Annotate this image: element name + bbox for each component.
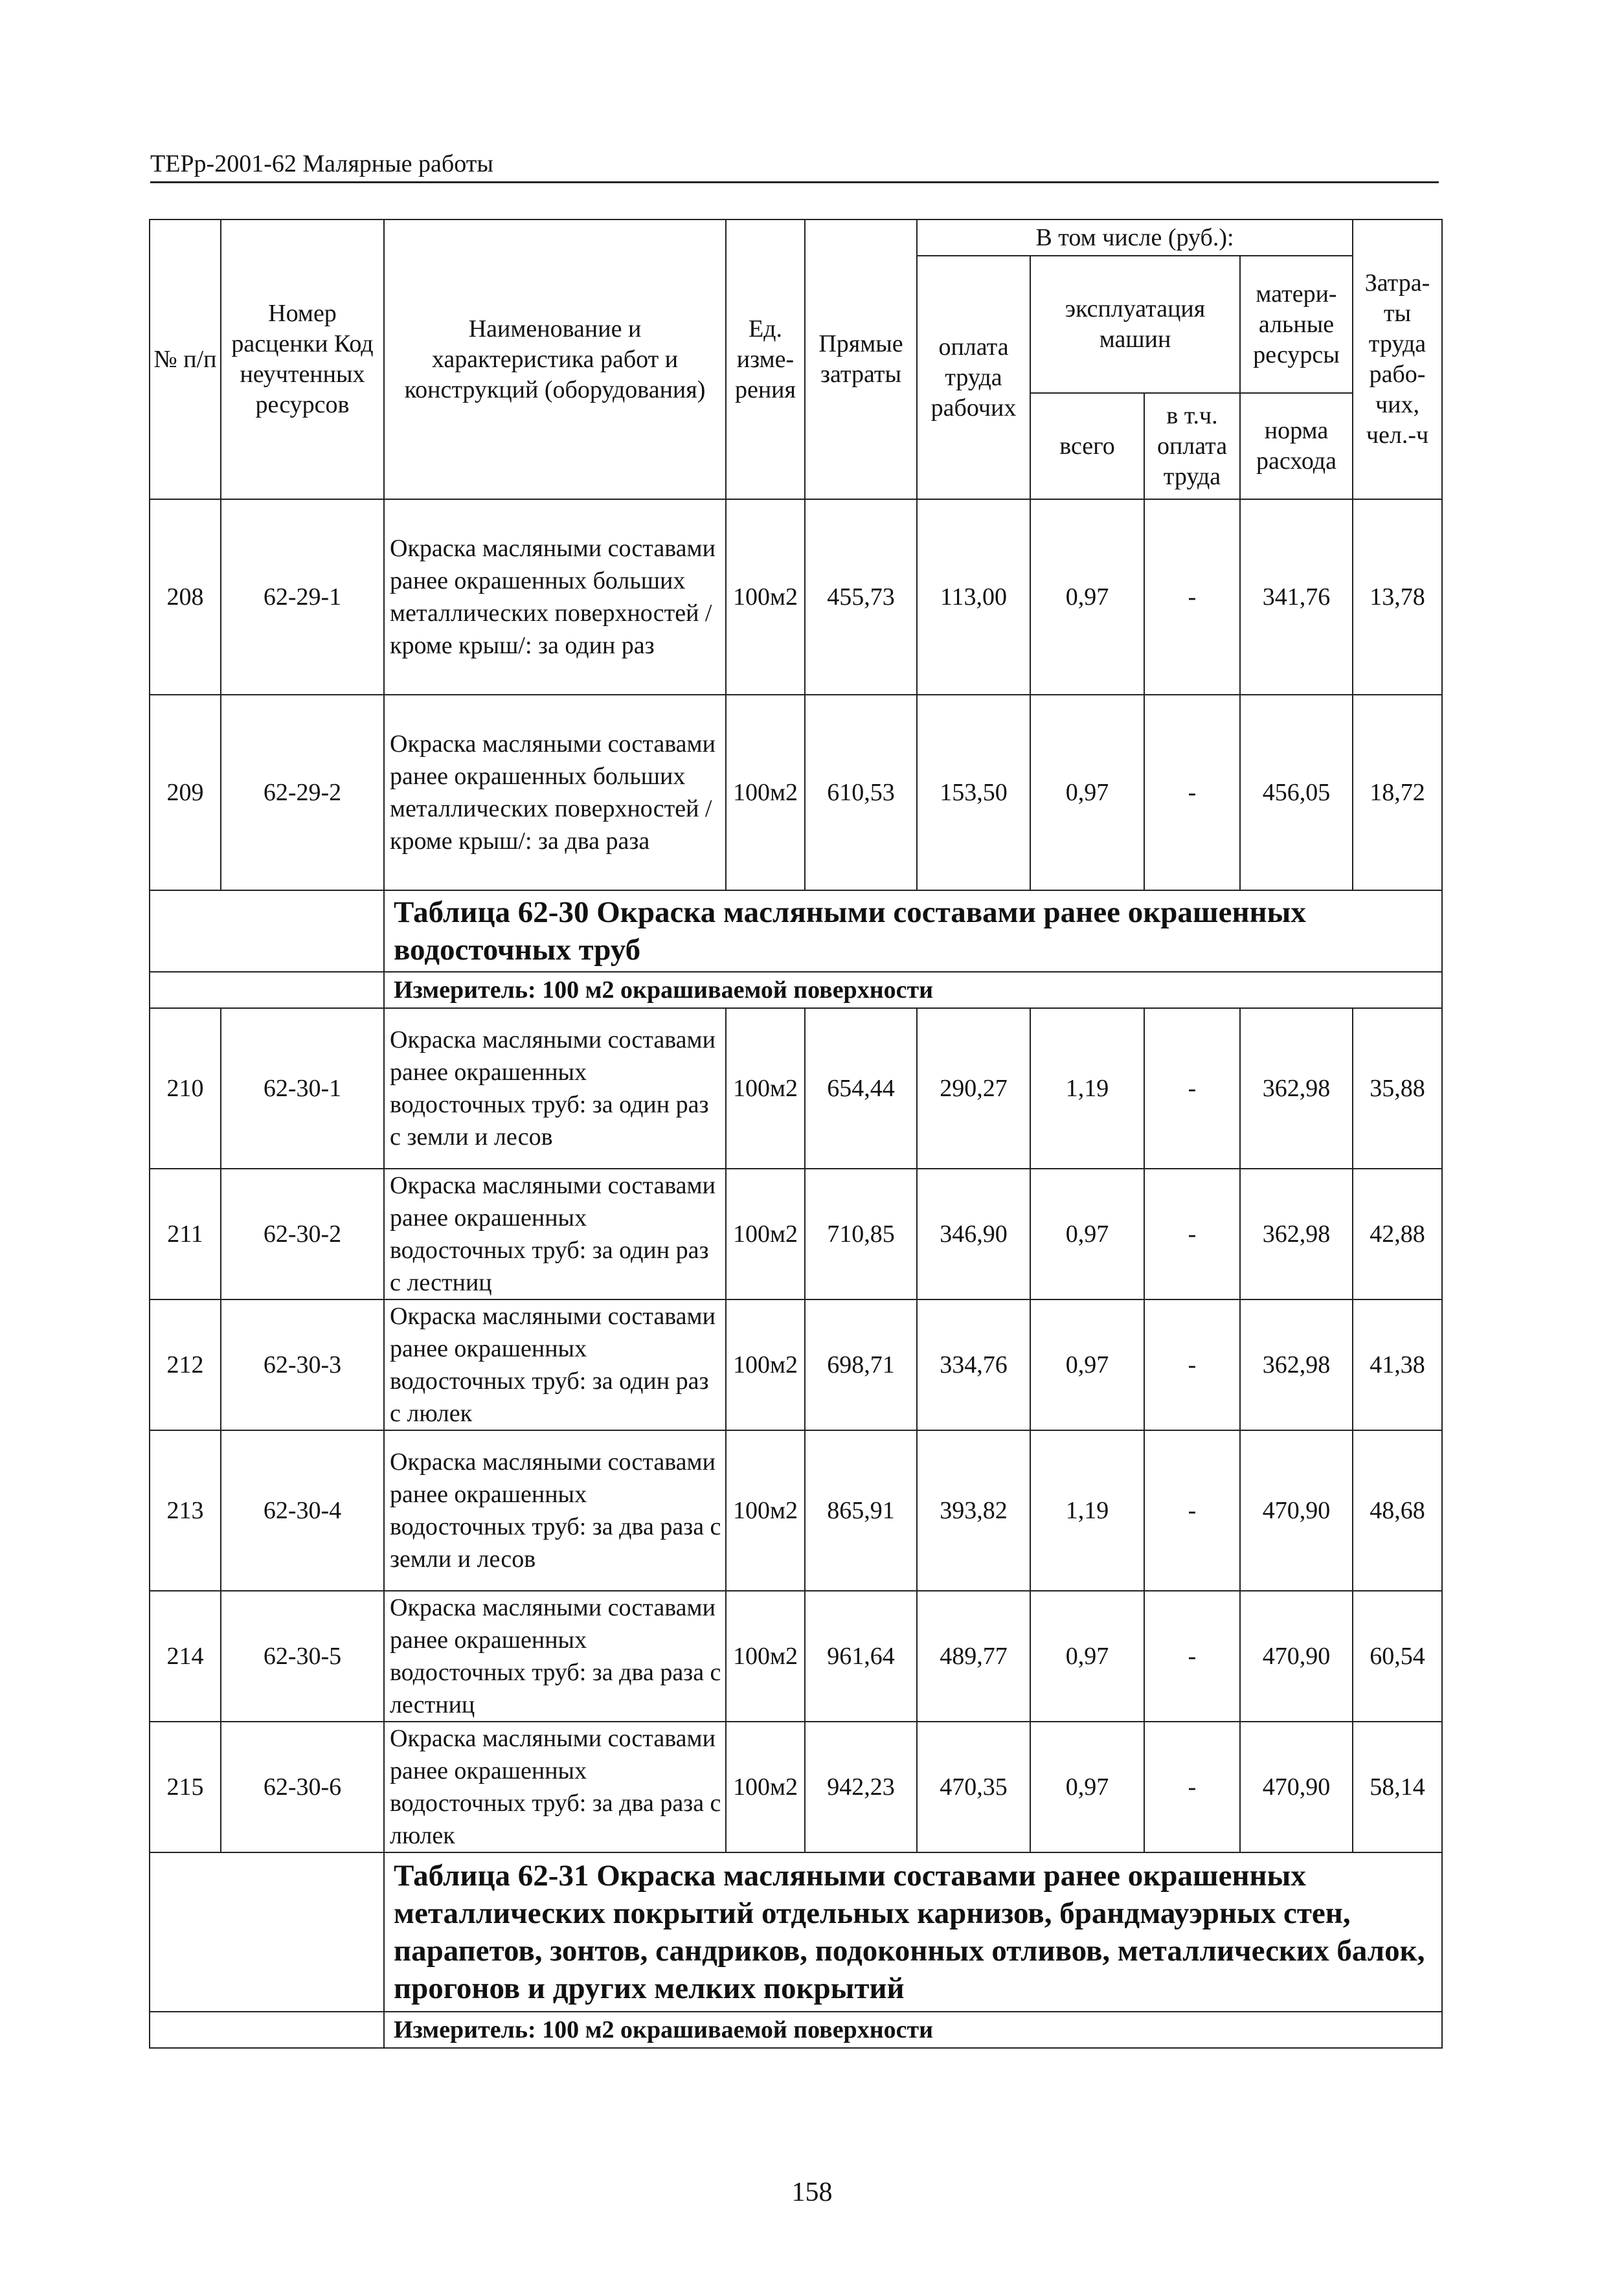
row-machines: 0,97 (1030, 1722, 1144, 1852)
page-number: 158 (791, 2177, 833, 2207)
row-machines: 0,97 (1030, 499, 1144, 695)
row-num: 212 (150, 1299, 221, 1430)
row-machines-labor: - (1144, 499, 1240, 695)
row-machines: 1,19 (1030, 1430, 1144, 1591)
row-unit: 100м2 (726, 1722, 805, 1852)
col-header-materials: матери-альные ресурсы (1240, 256, 1353, 393)
row-machines: 0,97 (1030, 1169, 1144, 1299)
section-title: Таблица 62-30 Окраска масляными составами ранее окрашенных водосточных труб (384, 890, 1442, 972)
row-labor: 346,90 (917, 1169, 1030, 1299)
col-header-machines-labor: в т.ч. оплата труда (1144, 393, 1240, 499)
row-hours: 18,72 (1353, 695, 1442, 890)
row-unit: 100м2 (726, 1008, 805, 1169)
row-code: 62-30-1 (221, 1008, 384, 1169)
row-hours: 13,78 (1353, 499, 1442, 695)
row-labor: 489,77 (917, 1591, 1030, 1722)
section-spacer (150, 2012, 384, 2048)
row-code: 62-29-1 (221, 499, 384, 695)
col-header-incl-group: В том числе (руб.): (917, 219, 1353, 256)
row-unit: 100м2 (726, 1591, 805, 1722)
row-machines-labor: - (1144, 1591, 1240, 1722)
row-unit: 100м2 (726, 499, 805, 695)
row-materials: 470,90 (1240, 1591, 1353, 1722)
row-name: Окраска масляными составами ранее окрашенных водосточных труб: за два раза с лестниц (384, 1591, 726, 1722)
row-labor: 113,00 (917, 499, 1030, 695)
table-row (150, 1169, 1442, 1299)
row-labor: 290,27 (917, 1008, 1030, 1169)
row-machines-labor: - (1144, 1299, 1240, 1430)
row-hours: 58,14 (1353, 1722, 1442, 1852)
rates-table (149, 219, 1443, 2049)
row-name: Окраска масляными составами ранее окрашенных водосточных труб: за два раза с земли и лесов (384, 1430, 726, 1591)
row-name: Окраска масляными составами ранее окрашенных водосточных труб: за один раз с люлек (384, 1299, 726, 1430)
row-code: 62-30-2 (221, 1169, 384, 1299)
section-title: Таблица 62-31 Окраска масляными составами ранее окрашенных металлических покрытий отдельных карнизов, брандмауэрных стен, парапетов, зонтов, сандриков, подоконных отливов, металлических балок, прогонов и других мелких покрытий (384, 1852, 1442, 2012)
row-hours: 60,54 (1353, 1591, 1442, 1722)
col-header-labor-pay: оплата труда рабочих (917, 256, 1030, 499)
row-direct: 698,71 (805, 1299, 917, 1430)
row-labor: 153,50 (917, 695, 1030, 890)
row-machines-labor: - (1144, 1008, 1240, 1169)
row-hours: 48,68 (1353, 1430, 1442, 1591)
row-hours: 42,88 (1353, 1169, 1442, 1299)
row-name: Окраска масляными составами ранее окрашенных водосточных труб: за два раза с люлек (384, 1722, 726, 1852)
row-materials: 456,05 (1240, 695, 1353, 890)
row-name: Окраска масляными составами ранее окрашенных водосточных труб: за один раз с лестниц (384, 1169, 726, 1299)
row-machines: 0,97 (1030, 695, 1144, 890)
row-machines-labor: - (1144, 1169, 1240, 1299)
section-title-row (150, 1852, 1442, 2012)
row-name: Окраска масляными составами ранее окрашенных водосточных труб: за один раз с земли и лесов (384, 1008, 726, 1169)
row-name: Окраска масляными составами ранее окрашенных больших металлических поверхностей /кроме крыш/: за два раза (384, 695, 726, 890)
row-direct: 610,53 (805, 695, 917, 890)
row-hours: 35,88 (1353, 1008, 1442, 1169)
row-unit: 100м2 (726, 1169, 805, 1299)
row-direct: 961,64 (805, 1591, 917, 1722)
row-direct: 455,73 (805, 499, 917, 695)
col-header-name: Наименование и характеристика работ и конструкций (оборудования) (384, 219, 726, 499)
col-header-machines-total: всего (1030, 393, 1144, 499)
section-meter-row (150, 972, 1442, 1008)
row-direct: 654,44 (805, 1008, 917, 1169)
row-hours: 41,38 (1353, 1299, 1442, 1430)
section-spacer (150, 972, 384, 1008)
col-header-labor-cost: Затра-ты труда рабо-чих, чел.-ч (1353, 219, 1442, 499)
col-header-direct: Прямые затраты (805, 219, 917, 499)
row-unit: 100м2 (726, 1430, 805, 1591)
table-row (150, 1299, 1442, 1430)
row-machines-labor: - (1144, 695, 1240, 890)
row-num: 209 (150, 695, 221, 890)
col-header-machines: эксплуатация машин (1030, 256, 1240, 393)
page-header: ТЕРр-2001-62 Малярные работы (150, 149, 1439, 183)
row-unit: 100м2 (726, 1299, 805, 1430)
row-num: 214 (150, 1591, 221, 1722)
row-num: 210 (150, 1008, 221, 1169)
row-machines: 0,97 (1030, 1299, 1144, 1430)
section-title-row (150, 890, 1442, 972)
table-row (150, 1008, 1442, 1169)
row-materials: 362,98 (1240, 1299, 1353, 1430)
row-labor: 334,76 (917, 1299, 1030, 1430)
row-materials: 470,90 (1240, 1722, 1353, 1852)
row-num: 213 (150, 1430, 221, 1591)
row-machines-labor: - (1144, 1430, 1240, 1591)
row-materials: 470,90 (1240, 1430, 1353, 1591)
row-num: 208 (150, 499, 221, 695)
table-row (150, 1591, 1442, 1722)
row-code: 62-29-2 (221, 695, 384, 890)
row-unit: 100м2 (726, 695, 805, 890)
row-num: 211 (150, 1169, 221, 1299)
row-code: 62-30-5 (221, 1591, 384, 1722)
row-name: Окраска масляными составами ранее окрашенных больших металлических поверхностей /кроме крыш/: за один раз (384, 499, 726, 695)
table-row (150, 1430, 1442, 1591)
row-labor: 470,35 (917, 1722, 1030, 1852)
row-labor: 393,82 (917, 1430, 1030, 1591)
section-meter: Измеритель: 100 м2 окрашиваемой поверхности (384, 2012, 1442, 2048)
row-num: 215 (150, 1722, 221, 1852)
col-header-code: Номер расценки Код неучтенных ресурсов (221, 219, 384, 499)
row-machines: 1,19 (1030, 1008, 1144, 1169)
table-row (150, 695, 1442, 890)
section-meter-row (150, 2012, 1442, 2048)
row-code: 62-30-4 (221, 1430, 384, 1591)
section-spacer (150, 890, 384, 972)
row-direct: 865,91 (805, 1430, 917, 1591)
table-row (150, 499, 1442, 695)
row-direct: 942,23 (805, 1722, 917, 1852)
section-spacer (150, 1852, 384, 2012)
col-header-num: № п/п (150, 219, 221, 499)
row-machines: 0,97 (1030, 1591, 1144, 1722)
table-row (150, 1722, 1442, 1852)
row-machines-labor: - (1144, 1722, 1240, 1852)
row-materials: 362,98 (1240, 1008, 1353, 1169)
row-code: 62-30-6 (221, 1722, 384, 1852)
row-materials: 341,76 (1240, 499, 1353, 695)
col-header-unit: Ед. изме-рения (726, 219, 805, 499)
section-meter: Измеритель: 100 м2 окрашиваемой поверхности (384, 972, 1442, 1008)
row-code: 62-30-3 (221, 1299, 384, 1430)
row-direct: 710,85 (805, 1169, 917, 1299)
row-materials: 362,98 (1240, 1169, 1353, 1299)
col-header-materials-norm: норма расхода (1240, 393, 1353, 499)
